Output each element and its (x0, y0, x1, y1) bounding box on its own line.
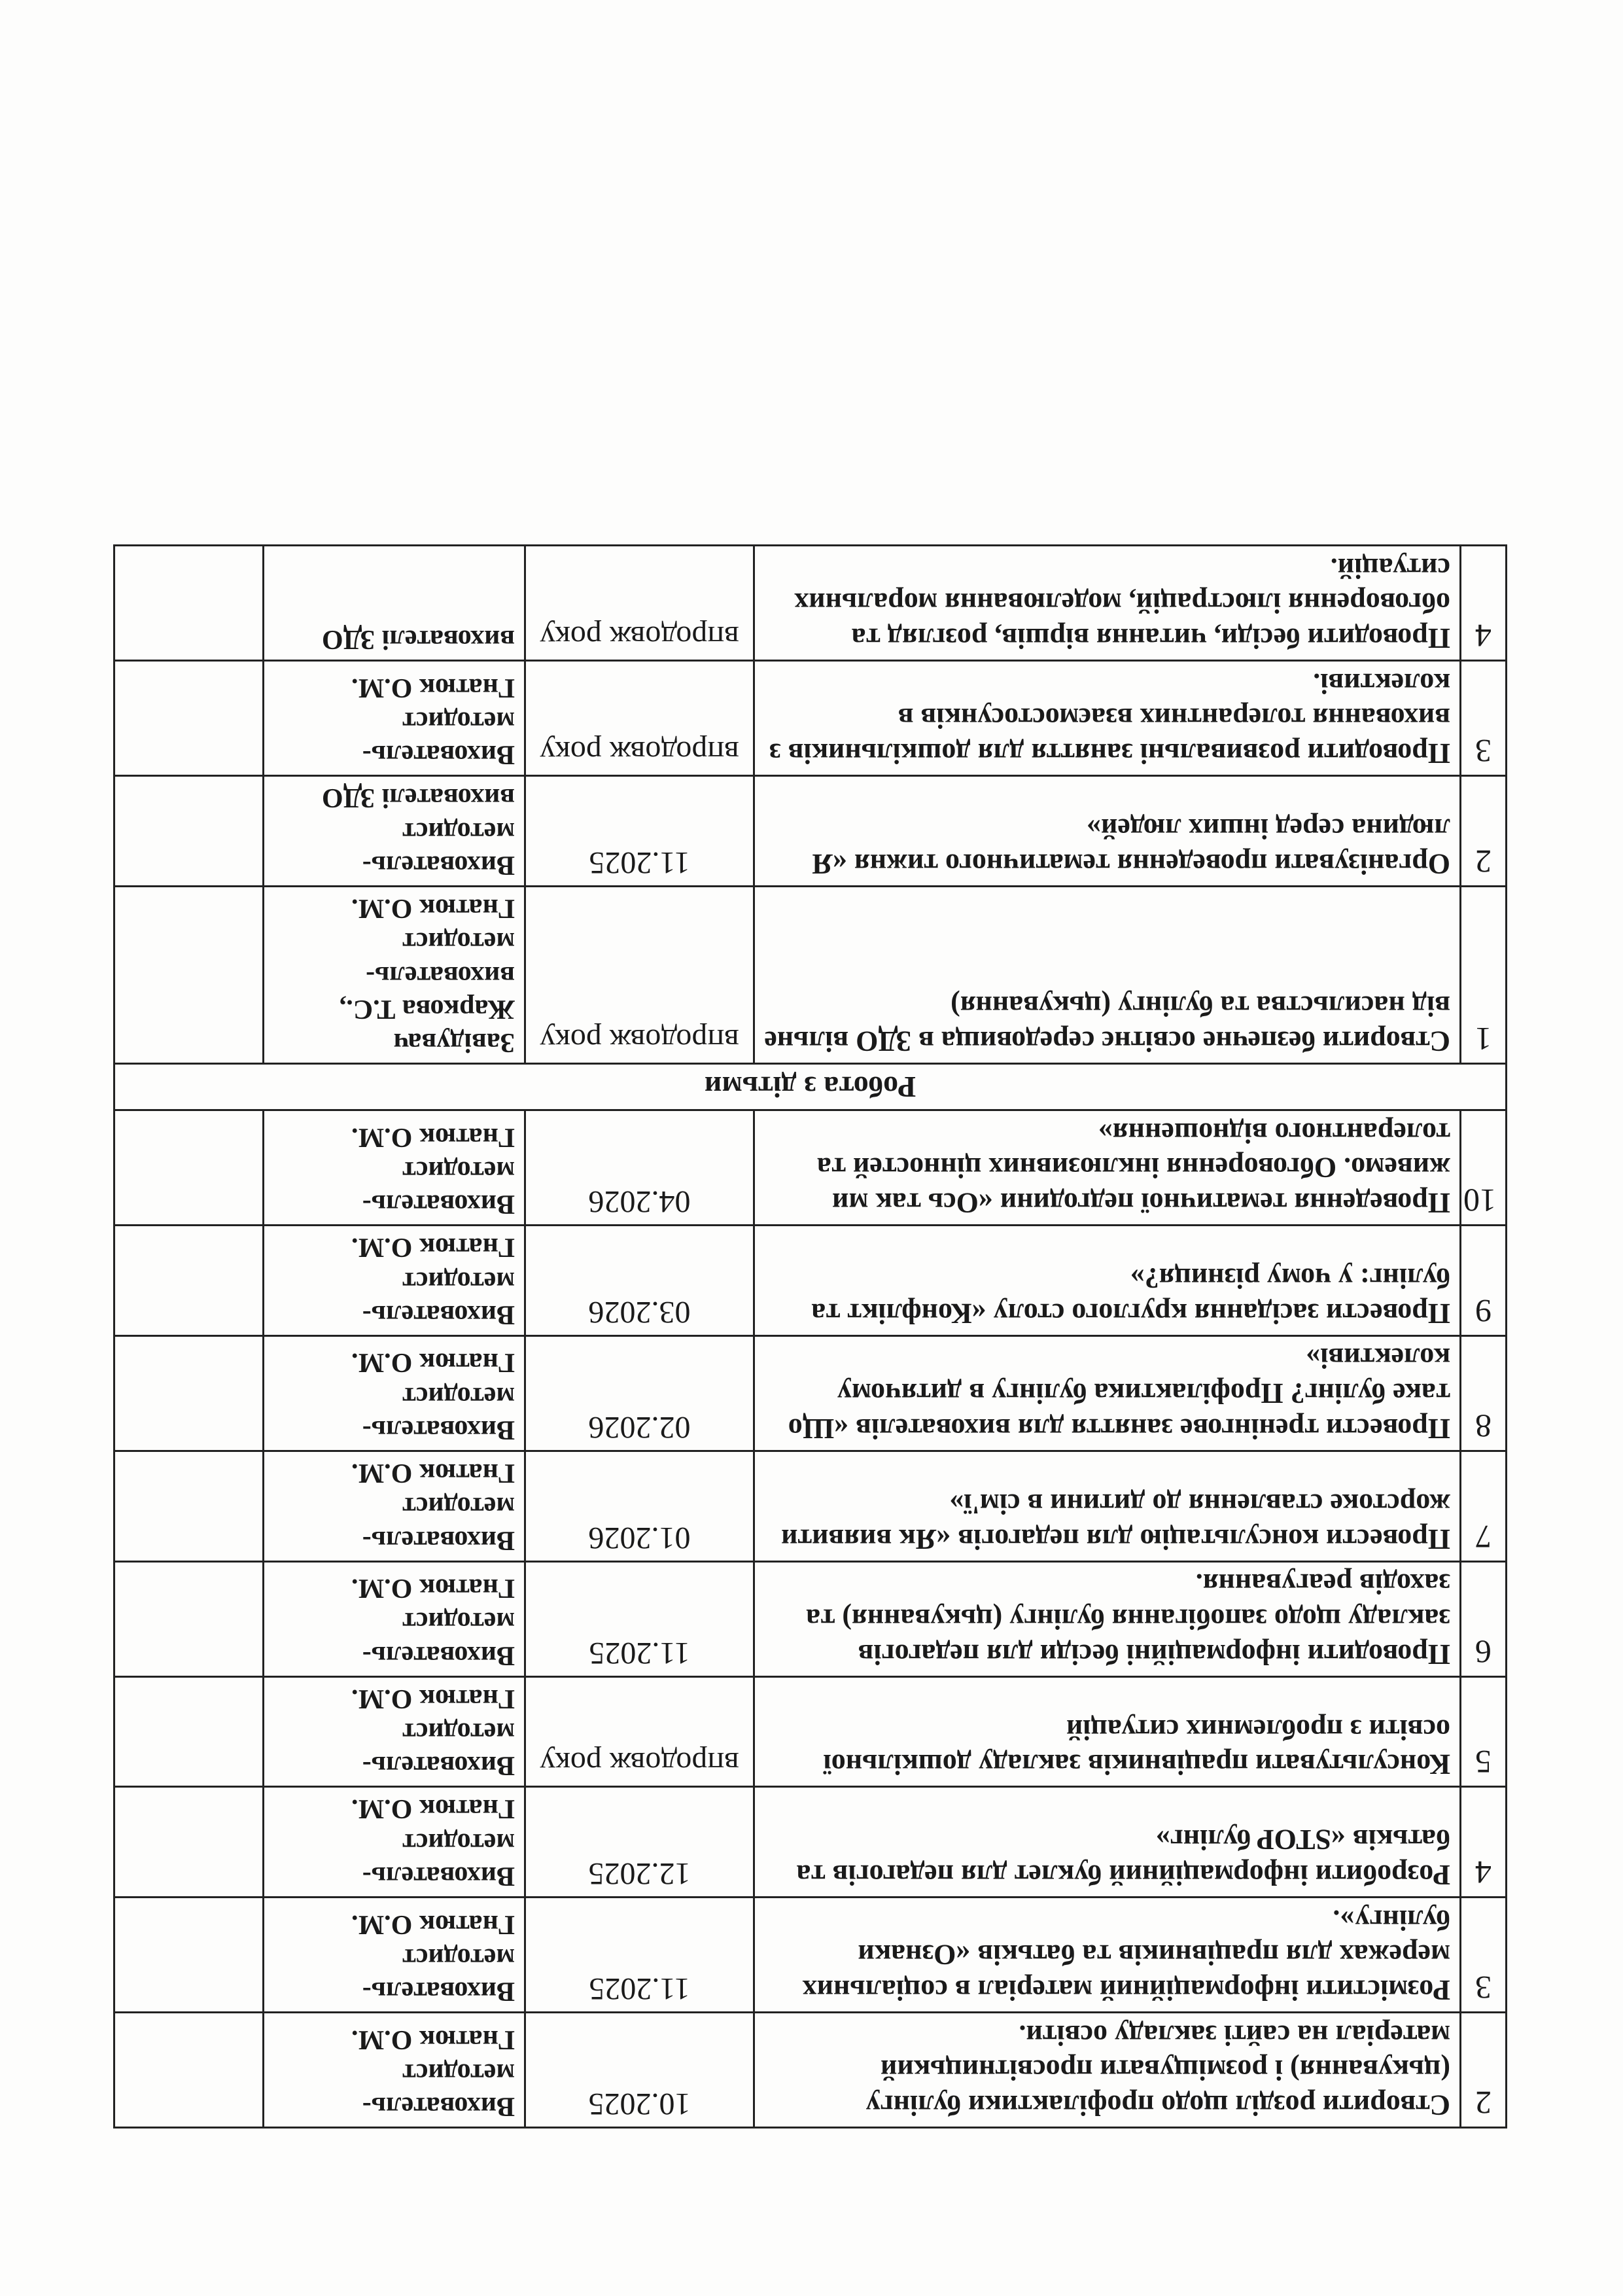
responsible-line: Гнатюк О.М. (351, 1347, 515, 1378)
note-cell (114, 776, 264, 887)
responsible-cell (264, 776, 525, 887)
responsible-cell (264, 1110, 525, 1226)
term-cell: 10.2025 (525, 2012, 754, 2127)
responsible-line: Гнатюк О.М. (351, 672, 515, 703)
responsible-line: Вихователь- (362, 1750, 515, 1781)
note-cell (114, 1335, 264, 1451)
row-number: 5 (1461, 1676, 1507, 1787)
responsible-cell (264, 886, 525, 1063)
section-row (114, 1064, 1507, 1110)
note-cell (114, 661, 264, 776)
responsible-line: Гнатюк О.М. (351, 2024, 515, 2055)
measure-text: Проводити інформаційні бесіди для педагогів закладу щодо запобігання булінгу (цькування) та заходів реагування. (754, 1561, 1461, 1676)
responsible-line: Вихователь- (362, 1299, 515, 1330)
table-row (114, 1451, 1507, 1561)
responsible-line: методист (402, 1381, 515, 1411)
term-cell: впродовж року (525, 661, 754, 776)
table-row (114, 1897, 1507, 2012)
responsible-line: методист (402, 705, 515, 736)
responsible-line: Вихователь- (362, 849, 515, 880)
responsible-cell (264, 2012, 525, 2127)
note-cell (114, 2012, 264, 2127)
table-row (114, 1676, 1507, 1787)
term-cell: впродовж року (525, 546, 754, 661)
note-cell (114, 1787, 264, 1898)
measure-text: Створити розділ щодо профілактики булінгу (цькування) і розміщувати просвітницький матеріал на сайті закладу освіти. (754, 2012, 1461, 2127)
row-number: 4 (1461, 1787, 1507, 1898)
responsible-cell (264, 1787, 525, 1898)
responsible-line: методист (402, 927, 515, 957)
note-cell (114, 1110, 264, 1226)
table-row (114, 1561, 1507, 1676)
staff-measures-group (114, 1110, 1507, 2128)
note-cell (114, 886, 264, 1063)
row-number: 8 (1461, 1335, 1507, 1451)
responsible-line: Гнатюк О.М. (351, 1232, 515, 1263)
term-cell: 11.2025 (525, 776, 754, 887)
term-cell: 02.2026 (525, 1335, 754, 1451)
responsible-line: методист (402, 1942, 515, 1973)
row-number: 9 (1461, 1226, 1507, 1336)
row-number: 3 (1461, 661, 1507, 776)
responsible-line: Гнатюк О.М. (351, 1122, 515, 1152)
responsible-line: методист (402, 816, 515, 847)
responsible-line: Вихователь- (362, 1414, 515, 1445)
measure-text: Розробити інформаційний буклет для педагогів та батьків «STOP булінг» (754, 1787, 1461, 1898)
measure-text: Консультувати працівників закладу дошкільної освіти з проблемних ситуацій (754, 1676, 1461, 1787)
table-row (114, 776, 1507, 887)
table-row (114, 1787, 1507, 1898)
note-cell (114, 546, 264, 661)
responsible-line: Вихователь- (362, 1525, 515, 1555)
row-number: 6 (1461, 1561, 1507, 1676)
measures-table (113, 544, 1507, 2128)
section-row-group (114, 1064, 1507, 1110)
responsible-cell (264, 1226, 525, 1336)
responsible-line: Вихователь- (362, 1860, 515, 1891)
responsible-line: методист (402, 1827, 515, 1858)
table-row (114, 886, 1507, 1063)
responsible-line: вихователь- (366, 960, 515, 991)
row-number: 4 (1461, 546, 1507, 661)
responsible-line: вихователі ЗДО (321, 783, 515, 813)
term-cell: 04.2026 (525, 1110, 754, 1226)
measure-text: Провести консультацію для педагогів «Як виявити жорстоке ставлення до дитини в сім'ї» (754, 1451, 1461, 1561)
row-number: 3 (1461, 1897, 1507, 2012)
term-cell: 11.2025 (525, 1561, 754, 1676)
responsible-cell (264, 1561, 525, 1676)
term-cell: впродовж року (525, 1676, 754, 1787)
term-cell: 12.2025 (525, 1787, 754, 1898)
table-row (114, 1335, 1507, 1451)
table-row (114, 1110, 1507, 1226)
responsible-cell (264, 1451, 525, 1561)
measure-text: Створити безпечне освітнє середовища в ЗДО вільне від насильства та булінгу (цькування) (754, 886, 1461, 1063)
responsible-line: Гнатюк О.М. (351, 1909, 515, 1939)
responsible-line: Завідувач (393, 1027, 515, 1057)
responsible-line: Гнатюк О.М. (351, 893, 515, 924)
responsible-line: Гнатюк О.М. (351, 1458, 515, 1489)
note-cell (114, 1676, 264, 1787)
measure-text: Організувати проведення тематичного тижня «Я людина серед інших людей» (754, 776, 1461, 887)
responsible-line: методист (402, 1606, 515, 1637)
responsible-line: методист (402, 1265, 515, 1296)
term-cell: 03.2026 (525, 1226, 754, 1336)
responsible-cell (264, 1676, 525, 1787)
responsible-line: Гнатюк О.М. (351, 1793, 515, 1824)
table-row (114, 661, 1507, 776)
table-row (114, 2012, 1507, 2127)
responsible-line: Вихователь- (362, 1189, 515, 1220)
measure-text: Розмістити інформаційний матеріал в соціальних мережах для працівників та батьків «Ознаки булінгу». (754, 1897, 1461, 2012)
note-cell (114, 1561, 264, 1676)
row-number: 2 (1461, 2012, 1507, 2127)
responsible-line: Вихователь- (362, 739, 515, 770)
responsible-cell (264, 1335, 525, 1451)
responsible-line: методист (402, 2057, 515, 2088)
responsible-cell (264, 1897, 525, 2012)
note-cell (114, 1451, 264, 1561)
row-number: 2 (1461, 776, 1507, 887)
children-measures-group (114, 546, 1507, 1064)
measure-text: Проводити розвивальні заняття для дошкільників з виховання толерантних взаємостосунків в колективі. (754, 661, 1461, 776)
responsible-line: вихователі ЗДО (321, 624, 515, 655)
term-cell: 01.2026 (525, 1451, 754, 1561)
measure-text: Проводити бесіди, читання віршів, розгляд та обговорення ілюстрацій, моделювання моральних ситуацій. (754, 546, 1461, 661)
responsible-cell (264, 661, 525, 776)
responsible-line: Вихователь- (362, 1975, 515, 2006)
measure-text: Проведення тематичної педгодини «Ось так ми живемо. Обговорення інклюзивних цінностей та толерантного відношення» (754, 1110, 1461, 1226)
section-heading: Робота з дітьми (114, 1064, 1507, 1110)
responsible-line: Гнатюк О.М. (351, 1683, 515, 1714)
responsible-line: методист (402, 1717, 515, 1748)
responsible-line: Жаркова Т.С., (339, 993, 515, 1024)
responsible-line: методист (402, 1155, 515, 1186)
row-number: 1 (1461, 886, 1507, 1063)
responsible-line: Вихователь- (362, 1640, 515, 1670)
responsible-line: методист (402, 1491, 515, 1522)
note-cell (114, 1897, 264, 2012)
responsible-line: Вихователь- (362, 2091, 515, 2121)
table-row (114, 1226, 1507, 1336)
row-number: 7 (1461, 1451, 1507, 1561)
table-row (114, 546, 1507, 661)
row-number: 10 (1461, 1110, 1507, 1226)
responsible-cell (264, 546, 525, 661)
measure-text: Провести засідання круглого столу «Конфлікт та булінг: у чому різниця?» (754, 1226, 1461, 1336)
term-cell: впродовж року (525, 886, 754, 1063)
term-cell: 11.2025 (525, 1897, 754, 2012)
responsible-line: Гнатюк О.М. (351, 1573, 515, 1604)
measure-text: Провести тренінгове заняття для вихователів «Що таке булінг? Профілактика булінгу в дитячому колективі» (754, 1335, 1461, 1451)
note-cell (114, 1226, 264, 1336)
